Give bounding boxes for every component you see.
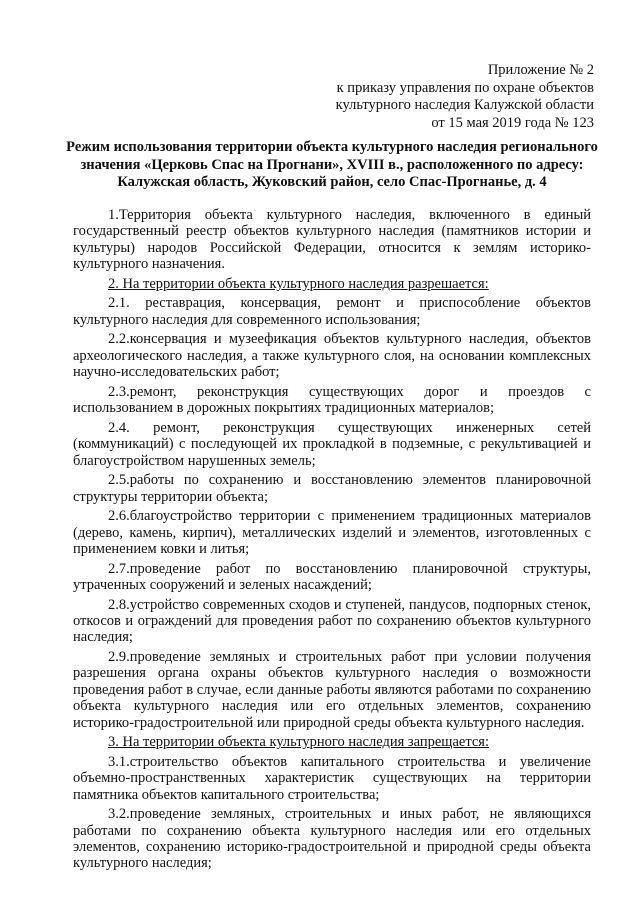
title-line-3: Калужская область, Жуковский район, село Спас-Прогнанье, д. 4 bbox=[117, 174, 547, 190]
section-heading-permitted bbox=[73, 276, 591, 292]
title-line-2: значения «Церковь Спас на Прогнани», XVIII в., расположенного по адресу: bbox=[80, 156, 584, 173]
appendix-number: Приложение № 2 bbox=[487, 62, 594, 78]
section-heading-prohibited-text: 3. На территории объекта культурного наследия запрещается: bbox=[108, 734, 489, 751]
paragraph-3-2: 3.2.проведение земляных, строительных и иных работ, не являющихся работами по сохранению объекта культурного наследия или его отдельных элементов, сохранению историко-градостроительной и природной среды объекта культурного наследия; bbox=[73, 806, 591, 872]
paragraph-1: 1.Территория объекта культурного наследия, включенного в единый государственный реестр объектов культурного наследия (памятников истории и культуры) народов Российской Федерации, относится к землям историко-культурного назначения. bbox=[73, 207, 591, 273]
paragraph-2-5: 2.5.работы по сохранению и восстановлению элементов планировочной структуры территории объекта; bbox=[73, 472, 591, 505]
title-line-1: Режим использования территории объекта культурного наследия регионального bbox=[66, 139, 598, 155]
section-heading-permitted-text: 2. На территории объекта культурного наследия разрешается: bbox=[108, 275, 489, 292]
paragraph-2-1: 2.1. реставрация, консервация, ремонт и приспособление объектов культурного наследия для современного использования; bbox=[73, 295, 591, 328]
appendix-header bbox=[336, 62, 594, 132]
paragraph-2-8: 2.8.устройство современных сходов и ступеней, пандусов, подпорных стенок, откосов и ограждений для проведения работ по сохранению объектов культурного наследия; bbox=[73, 596, 591, 646]
section-heading-prohibited bbox=[73, 734, 591, 750]
paragraph-2-2: 2.2.консервация и музеефикация объектов культурного наследия, объектов археологического наследия, а также культурного слоя, на основании комплексных научно-исследовательских работ; bbox=[73, 331, 591, 381]
paragraph-2-6: 2.6.благоустройство территории с применением традиционных материалов (дерево, камень, кирпич), металлических изделий и элементов, изготовленных с применением ковки и литья; bbox=[73, 508, 591, 558]
document-title bbox=[62, 139, 602, 192]
paragraph-2-4: 2.4. ремонт, реконструкция существующих инженерных сетей (коммуникаций) с последующей их прокладкой в подземные, с рекультивацией и благоустройством нарушенных земель; bbox=[73, 419, 591, 469]
paragraph-2-9: 2.9.проведение земляных и строительных работ при условии получения разрешения органа охраны объектов культурного наследия о возможности проведения работ в случае, если данные работы являются работами по сохранению объекта культурного наследия или его отдельных элементов, сохранению историко-градостроительной или природной среды объекта культурного наследия. bbox=[73, 649, 591, 731]
paragraph-2-3: 2.3.ремонт, реконструкция существующих дорог и проездов с использованием в дорожных покрытиях традиционных материалов; bbox=[73, 383, 591, 417]
authority-name: культурного наследия Калужской области bbox=[335, 97, 594, 113]
order-reference: к приказу управления по охране объектов bbox=[336, 79, 594, 96]
order-date: от 15 мая 2019 года № 123 bbox=[431, 114, 594, 131]
document-body bbox=[73, 207, 591, 875]
paragraph-2-7: 2.7.проведение работ по восстановлению планировочной структуры, утраченных сооружений и зеленых насаждений; bbox=[73, 560, 591, 594]
paragraph-3-1: 3.1.строительство объектов капитального строительства и увеличение объемно-пространственных характеристик существующих на территории памятника объектов капитального строительства; bbox=[73, 753, 591, 803]
